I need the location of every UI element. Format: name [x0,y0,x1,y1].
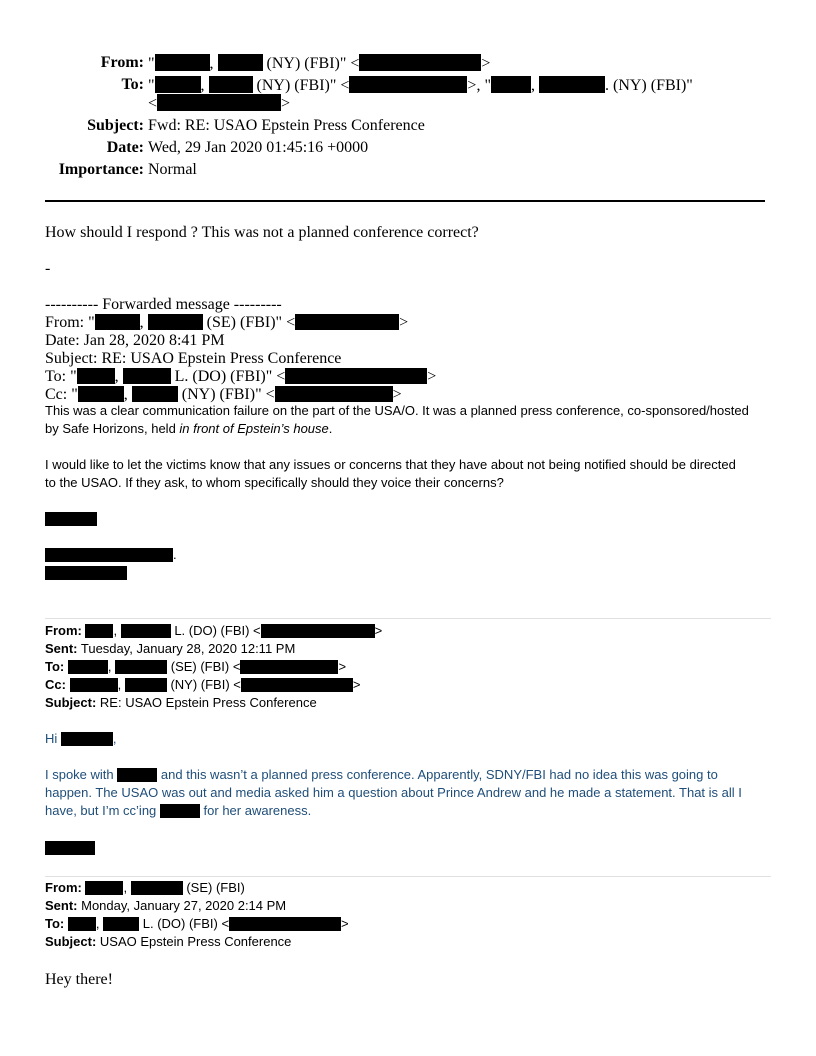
email2-cc: Cc: , (NY) (FBI) < > [45,677,361,692]
redaction [240,660,338,674]
body-dash: - [45,260,51,277]
email3-to: To: , L. (DO) (FBI) < > [45,916,349,931]
redaction [132,386,178,402]
redaction [115,660,167,674]
redaction [103,917,139,931]
redaction [285,368,427,384]
redaction [85,624,113,638]
redaction [131,881,183,895]
forwarded-cc: Cc: " , (NY) (FBI)" < > [45,386,402,403]
forwarded-from: From: " , (SE) (FBI)" < > [45,314,409,331]
redaction [261,624,375,638]
redacted-signature-office [45,566,127,580]
email2-para-line2: happen. The USAO was out and media asked him a question about Prince Andrew and he made a statement. That is all I [45,785,742,800]
to-label: To: [121,76,144,93]
header-divider [45,200,765,202]
redacted-signature-title: . [45,546,177,564]
email-separator [45,618,771,619]
subject-label: Subject: [87,117,144,134]
redaction [155,76,201,93]
redaction [85,881,123,895]
subject-value: Fwd: RE: USAO Epstein Press Conference [148,117,425,134]
forwarded-para1-line2: by Safe Horizons, held in front of Epstein’s house. [45,421,333,436]
forwarded-to: To: " , L. (DO) (FBI)" < > [45,368,437,385]
redaction [45,548,173,562]
redaction [209,76,253,93]
email3-greeting: Hey there! [45,971,113,988]
redaction [241,678,353,692]
redaction [70,678,118,692]
forwarded-subject: Subject: RE: USAO Epstein Press Conference [45,350,342,367]
redaction [68,660,108,674]
redacted-signature-name [45,512,97,526]
email2-from: From: , L. (DO) (FBI) < > [45,623,383,638]
from-value: " , (NY) (FBI)" < > [148,55,491,72]
redaction [539,76,605,93]
redaction [295,314,399,330]
redaction [229,917,341,931]
redaction [157,94,281,111]
redaction [77,368,115,384]
forwarded-para2-line2: to the USAO. If they ask, to whom specifically should they voice their concerns? [45,475,504,490]
email3-subject: Subject: USAO Epstein Press Conference [45,934,292,949]
redaction [125,678,167,692]
to-value: " , (NY) (FBI)" < >, " , . (NY) (FBI)" [148,77,693,94]
date-value: Wed, 29 Jan 2020 01:45:16 +0000 [148,139,369,156]
email2-subject: Subject: RE: USAO Epstein Press Conference [45,695,317,710]
redacted-signature [45,841,95,855]
email2-para-line1: I spoke with and this wasn’t a planned press conference. Apparently, SDNY/FBI had no idea this was going to [45,767,718,782]
redaction [95,314,140,330]
redaction [148,314,203,330]
forwarded-para2-line1: I would like to let the victims know that any issues or concerns that they have about not being notified should be directed [45,457,736,472]
forwarded-divider: ---------- Forwarded message --------- [45,296,282,313]
email-separator [45,876,771,877]
redaction [117,768,157,782]
redaction [218,54,263,71]
redaction [61,732,113,746]
redaction [275,386,393,402]
redaction [155,54,210,71]
from-label: From: [100,54,144,71]
to-value-cont: < > [148,95,291,112]
redaction [160,804,200,818]
importance-label: Importance: [58,161,144,178]
importance-value: Normal [148,161,197,178]
email2-to: To: , (SE) (FBI) < > [45,659,347,674]
redaction [78,386,124,402]
redaction [349,76,467,93]
redaction [68,917,96,931]
redaction [121,624,171,638]
forwarded-para1-line1: This was a clear communication failure on the part of the USA/O. It was a planned press conference, co-sponsored/hosted [45,403,749,418]
email2-para-line3: have, but I’m cc’ing for her awareness. [45,803,312,818]
date-label: Date: [106,139,144,156]
body-question: How should I respond ? This was not a planned conference correct? [45,224,479,241]
email2-greeting: Hi , [45,731,117,746]
redaction [359,54,481,71]
redaction [491,76,531,93]
redaction [123,368,171,384]
email2-sent: Sent: Tuesday, January 28, 2020 12:11 PM [45,641,296,656]
email3-sent: Sent: Monday, January 27, 2020 2:14 PM [45,898,287,913]
email3-from: From: , (SE) (FBI) [45,880,245,895]
forwarded-date: Date: Jan 28, 2020 8:41 PM [45,332,225,349]
